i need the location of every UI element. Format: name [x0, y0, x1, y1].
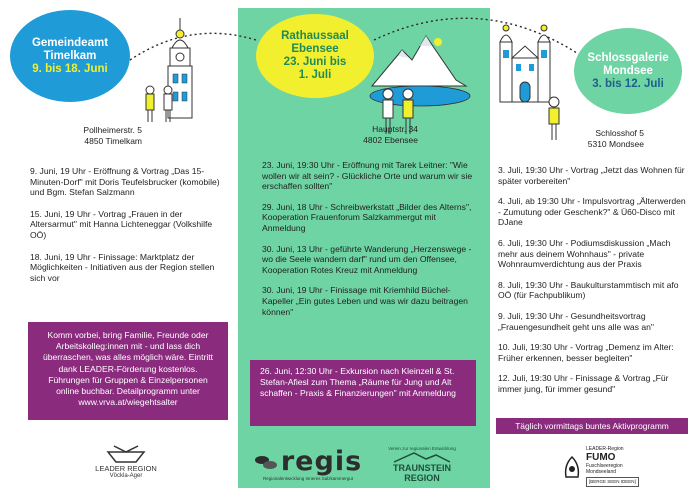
event-item: 23. Juni, 19:30 Uhr - Eröffnung mit Tarek Leitner: "Wie wollen wir alt sein? - Glückliche Orte und warum wir sie erschaffen sollten" — [262, 160, 473, 192]
venue-dates: 9. bis 18. Juni — [32, 62, 108, 75]
event-item: 9. Juni, 19 Uhr - Eröffnung & Vortrag „Das 15-Minuten-Dorf" mit Doris Teufelsbrucker (komobile) und Bgm. Stefan Salzmann — [30, 166, 220, 198]
address-street: Schlosshof 5 — [595, 128, 644, 138]
event-item: 3. Juli, 19:30 Uhr - Vortrag „Jetzt das Wohnen für später vorbereiten" — [498, 165, 685, 186]
regis-tagline: Regionalentwicklung Inneres Salzkammergut — [262, 476, 354, 481]
event-item: 29. Juni, 18 Uhr - Schreibwerkstatt „Bilder des Alterns", Kooperation Frauenforum Salzkammergut mit Anmeldung — [262, 201, 472, 233]
fumo-emblem-icon — [562, 455, 582, 479]
info-box-daily-program: Täglich vormittags buntes Aktivprogramm — [496, 418, 688, 434]
venue-bubble-timelkam — [10, 10, 130, 102]
venue-name-line1: Rathaussaal — [281, 30, 349, 42]
traunstein-line2: REGION — [404, 473, 440, 483]
venue-bubble-mondsee — [574, 28, 682, 114]
regis-logo — [258, 446, 363, 481]
address-city: 4850 Timelkam — [84, 136, 142, 146]
traunstein-region-logo — [376, 446, 468, 483]
venue-dates-line2: 1. Juli — [298, 69, 332, 81]
venue-name-line1: Gemeindeamt — [31, 36, 109, 49]
event-item: 6. Juli, 19:30 Uhr - Podiumsdiskussion „Mach mehr aus deinem Wohnhaus" - private Wohnraumverdichtung aus der Praxis — [498, 237, 671, 270]
event-item: 15. Juni, 19 Uhr - Vortrag „Frauen in der Altersarmut" mit Hanna Lichteneggar (Volkshilfe OÖ) — [30, 208, 213, 240]
address-city: 5310 Mondsee — [587, 139, 644, 149]
mountain-icon — [392, 451, 452, 463]
venue-address-mondsee — [572, 128, 644, 150]
elderly-couple-icon — [140, 84, 182, 124]
traunstein-small-text: Verein zur regionalen Entwicklung — [388, 446, 456, 451]
event-item: 10. Juli, 19:30 Uhr - Vortrag „Demenz im Alter: Früher erkennen, besser begleiten" — [498, 342, 674, 363]
event-list-ebensee — [262, 160, 474, 327]
event-item: 30. Juni, 19 Uhr - Finissage mit Kriemhild Büchel-Kapeller „Ein gutes Leben und was wir dazu beitragen können" — [262, 285, 468, 317]
event-item: 9. Juli, 19:30 Uhr - Gesundheitsvortrag „Frauengesundheit geht uns alle was an" — [498, 310, 654, 332]
venue-name-line1: Schlossgalerie — [587, 51, 669, 64]
venue-name-line2: Timelkam — [43, 49, 97, 62]
boat-icon — [106, 444, 146, 464]
venue-dates: 3. bis 12. Juli — [592, 77, 664, 90]
venue-address-ebensee — [318, 124, 418, 146]
event-item: 4. Juli, ab 19:30 Uhr - Impulsvortrag „Älterwerden - Zumutung oder Geschenk?" & Ü60-Disco mit DJane — [498, 196, 686, 228]
fumo-logo — [562, 446, 672, 487]
event-list-mondsee — [498, 165, 688, 405]
venue-name-line2: Ebensee — [291, 43, 339, 55]
venue-bubble-ebensee — [256, 14, 374, 98]
regis-wordmark: regis — [280, 446, 363, 477]
fumo-slogan: [BERGE SEEN IDEEN] — [586, 477, 639, 487]
leader-region-title: LEADER REGION — [95, 464, 157, 473]
traunstein-line1: TRAUNSTEIN — [393, 463, 451, 473]
info-box-excursion: 26. Juni, 12:30 Uhr - Exkursion nach Kleinzell & St. Stefan-Afiesl zum Thema „Räume für Jung und Alt schaffen - Praxis & Finanzierungen" mit Anmeldung — [250, 360, 476, 426]
fumo-wordmark: FUMO — [586, 452, 616, 463]
address-city: 4802 Ebensee — [363, 135, 418, 145]
event-item: 8. Juli, 19:30 Uhr - Baukulturstammtisch mit afo OÖ (für Fachpublikum) — [498, 279, 679, 301]
leader-region-subtitle: Vöckla-Ager — [109, 473, 143, 479]
venue-address-timelkam — [60, 125, 142, 147]
event-list-timelkam — [30, 166, 230, 294]
info-box-general: Komm vorbei, bring Familie, Freunde oder Arbeitskolleg:innen mit - und lass dich überraschen, was alles möglich wäre. Eintritt dank LEADER-Förderung kostenlos. Führungen für Gruppen & Einzelpersonen online buchbar. Detailprogramm unter www.vrva.at/wiegehtsalter — [28, 322, 228, 420]
fumo-line1: Fuschlseeregion — [586, 463, 623, 469]
event-item: 18. Juni, 19 Uhr - Finissage: Marktplatz der Möglichkeiten - Initiativen aus der Region stellen sich vor — [30, 251, 215, 283]
event-item: 30. Juni, 13 Uhr - geführte Wanderung „Herzenswege - wo die Seele wandern darf" rund um den Offensee, Kooperation Rotes Kreuz mit Anmeldung — [262, 243, 472, 275]
leader-region-logo — [86, 444, 166, 479]
fumo-top-text: LEADER-Region — [586, 446, 624, 452]
castle-church-icon — [494, 22, 556, 106]
venue-name-line2: Mondsee — [603, 64, 653, 77]
elderly-couple-icon — [540, 96, 570, 142]
fumo-line2: Mondseeland — [586, 469, 617, 475]
venue-dates-line1: 23. Juni bis — [283, 56, 347, 68]
address-street: Pollheimerstr. 5 — [83, 125, 142, 135]
leaf-icon — [254, 453, 278, 471]
address-street: Hauptstr. 34 — [372, 124, 418, 134]
event-item: 12. Juli, 19:30 Uhr - Finissage & Vortrag „Für immer jung, für immer gesund" — [498, 373, 669, 394]
